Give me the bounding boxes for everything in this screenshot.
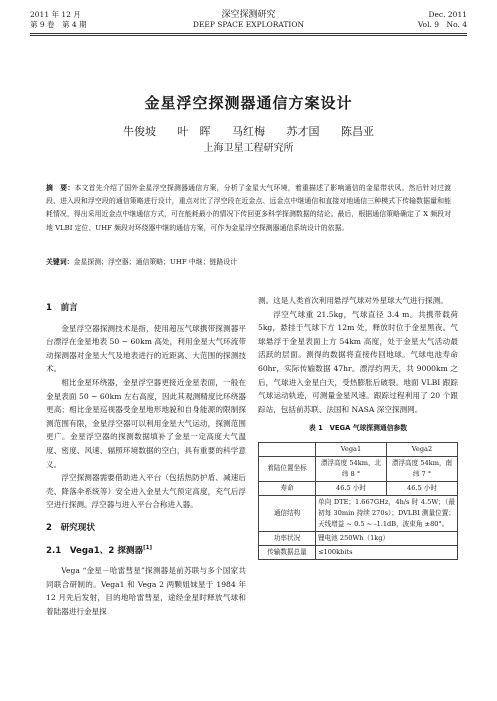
abstract-label: 摘 要： xyxy=(46,184,75,192)
table-cell: Vega2 xyxy=(386,442,457,456)
table-row xyxy=(259,456,458,481)
vega-parameters-table xyxy=(258,442,458,560)
keywords-label: 关键词： xyxy=(46,258,74,266)
table-cell: 寿命 xyxy=(259,481,316,495)
table-cell: 着陆位置坐标 xyxy=(259,456,316,481)
paragraph: Vega “金星－哈雷彗星”探测器是前苏联与多个国家共同联合研制的。Vega1 和 Vega 2 两颗姐妹星于 1984 年 12 月先后发射，目的地哈雷彗星，途经金星时释放气球和着陆器进行金星探 xyxy=(46,565,246,616)
author: 牛俊坡 xyxy=(123,125,156,138)
table-header-row xyxy=(259,442,458,456)
table-cell: 锂电池 250Wh（1kg） xyxy=(316,531,458,545)
table-cell: 单向 DTE；1.667GHz，4h/s 时 4.5W；（最初每 30min 持续 270s）；DVLBI 测量位置；天线增益 ~ 0.5 ~ -1.1dB，波束角 ±80°。 xyxy=(316,495,458,531)
author: 马红梅 xyxy=(232,125,265,138)
journal-date-issue-en xyxy=(418,10,467,30)
running-header xyxy=(30,8,467,36)
header-rule-bottom xyxy=(30,35,467,36)
abstract xyxy=(46,182,451,235)
table-caption: 表 1 VEGA 气球探测通信参数 xyxy=(308,424,408,433)
author: 陈昌亚 xyxy=(341,125,374,138)
journal-name-en: DEEP SPACE EXPLORATION xyxy=(192,20,305,29)
subsection-heading xyxy=(46,542,246,558)
table-cell: 传输数据总量 xyxy=(259,545,316,559)
subsection-title: 2.1 Vega1、2 探测器 xyxy=(46,545,144,556)
table-cell: Vega1 xyxy=(316,442,387,456)
header-date-en: Dec. 2011 xyxy=(428,10,467,19)
author-list xyxy=(0,123,497,139)
paragraph: 相比金星环绕器，金星浮空器更接近金星表面，一般在金星表面 50 ~ 60km 左右高度，因此其观测精度比环绕器更高；相比金星巡视器受金星地形地貌和自身能源的限制探测范围有限，金星浮空器可以利用金星大气运动，探测范围更广。金星浮空器的探测数据填补了金星一定高度大气温度、密度、风速、辐照环境数据的空白，具有重要的科学意义。 xyxy=(46,377,246,469)
right-column xyxy=(258,294,458,560)
section-heading: 2 研究现状 xyxy=(46,522,95,533)
table-row xyxy=(259,545,458,559)
paper-title: 金星浮空探测器通信方案设计 xyxy=(144,94,353,112)
paragraph: 金星浮空器探测技术是指，使用超压气球携带探测器平台漂浮在金星地表 50 ~ 60km 高处，利用金星大气环流带动探测器对金星大气及地表进行的近距离、大范围的探测技术。 xyxy=(46,323,246,374)
keywords xyxy=(46,256,451,266)
left-column xyxy=(46,296,246,618)
journal-name xyxy=(30,10,467,30)
table-row xyxy=(259,481,458,495)
paragraph: 测。这是人类首次利用悬浮气球对外星球大气进行探测。 xyxy=(258,296,448,305)
abstract-text: 本文首先介绍了国外金星浮空探测器通信方案，分析了金星大气环境，着重描述了影响通信的金星带状风。然后针对过渡段、进入段和浮空段的通信策略进行设计，重点对比了浮空段在近金点、远金点中继通信和直接对地通信三种模式下传输数据量和能耗情况，得出采用近金点中继通信方式，可在能耗最小的情况下传回更多科学探测数据的结论。最后，根据通信策略确定了 X 频段对地 VLBI 定位、UHF 频段对环绕器中继的通信方案，可作为金星浮空探测器通信系统设计的依据。 xyxy=(46,184,451,232)
table-cell: 功率状况 xyxy=(259,531,316,545)
section-heading: 1 前言 xyxy=(46,303,78,313)
table-cell: 通信结构 xyxy=(259,495,316,531)
citation-ref: [1] xyxy=(143,544,152,551)
table-row xyxy=(259,531,458,545)
header-date: 2011 年 12 月 xyxy=(30,10,81,19)
table-cell: 46.5 小时 xyxy=(386,481,457,495)
table-cell: 46.5 小时 xyxy=(316,481,387,495)
paragraph: 浮空探测器需要借助进入平台（包括热防护盾、减速后壳、降落伞系统等）安全进入金星大气预定高度，充气后浮空进行探测。浮空器与进入平台合称进入器。 xyxy=(46,473,246,510)
table-row xyxy=(259,495,458,531)
header-rule-top xyxy=(30,33,467,34)
table-cell xyxy=(259,442,316,456)
journal-name-cn: 深空探测研究 xyxy=(221,10,276,20)
table-cell: ≤100kbits xyxy=(316,545,458,559)
keywords-text: 金星探测；浮空器；通信策略；UHF 中继；链路设计 xyxy=(73,258,238,266)
author: 叶 晖 xyxy=(177,125,211,138)
paragraph: 浮空气球重 21.5kg，气球直径 3.4 m。共携带载荷 5kg，悬挂于气球下方 12m 处，释放时位于金星黑夜。气球悬浮于金星表面上方 54km 高度，处于金星大气活动最活跃的层面。测得的数据将直接传回地球。气球电池寿命 60hr，实际传输数据 47hr。漂浮约两天，共 9000km 之后，气球进入金星白天，受热膨胀后破裂。地面 VLBI 跟踪气球运动轨迹，可测量金星风速。跟踪过程利用了 20 个跟踪站，包括前苏联、法国和 NASA 深空探测网。 xyxy=(258,309,458,414)
institution: 上海卫星工程研究所 xyxy=(203,143,294,154)
author: 苏才国 xyxy=(286,125,320,138)
header-volume-issue: 第 9 卷 第 4 期 xyxy=(30,20,87,29)
table-cell: 漂浮高度 54km，北纬 8 ° xyxy=(316,456,387,481)
header-volume-issue-en: Vol. 9 No. 4 xyxy=(417,20,467,29)
table-cell: 漂浮高度 54km，南纬 7 ° xyxy=(386,456,457,481)
